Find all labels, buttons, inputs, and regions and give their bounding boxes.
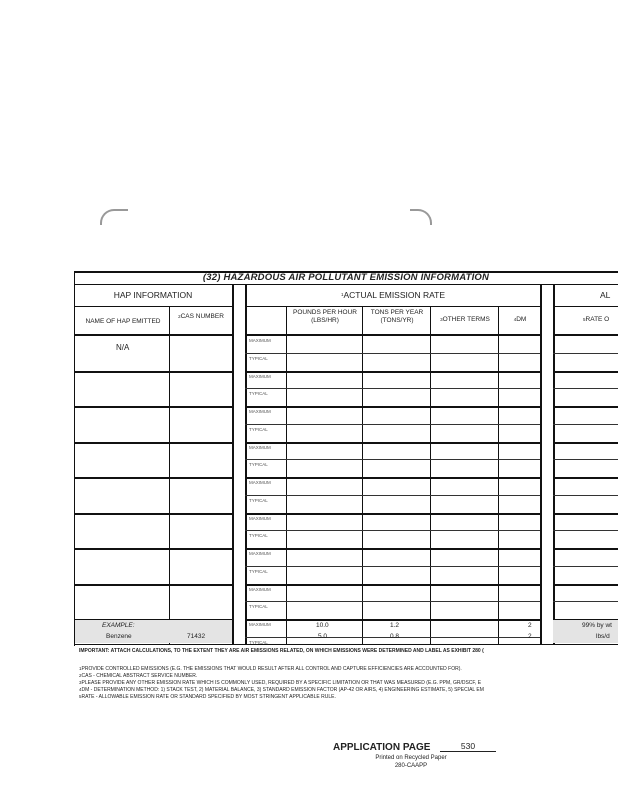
row-separator (74, 548, 232, 550)
row-label-maximum: MAXIMUM (249, 586, 271, 592)
note-4: 4DM - DETERMINATION METHOD: 1) STACK TEST, 2) MATERIAL BALANCE, 3) STANDARD EMISSION FACTOR (AP-42 OR AIRS, 4) ENGINEERING ESTIMATE, 5) SPECIAL EM (79, 687, 484, 693)
row-separator (245, 442, 540, 444)
divider (245, 284, 247, 644)
row-label-maximum: MAXIMUM (249, 444, 271, 450)
first-entry: N/A (116, 343, 130, 352)
example-max-dm: 2 (528, 622, 532, 629)
row-label-typical: TYPICAL (249, 355, 268, 361)
rule (74, 334, 232, 336)
row-label-typical: TYPICAL (249, 426, 268, 432)
page-number: 530 (440, 741, 496, 752)
divider (232, 284, 234, 644)
note-1: 1PROVIDE CONTROLLED EMISSIONS (E.G. THE EMISSIONS THAT WOULD RESULT AFTER ALL CONTROL AND CAPTURE EFFICIENCIES ARE ACCOUNTED FOR). (79, 666, 462, 672)
divider (286, 306, 287, 644)
form-title: (32) HAZARDOUS AIR POLLUTANT EMISSION INFORMATION (74, 271, 618, 285)
row-separator (553, 442, 618, 444)
col-other-terms: $^3$OTHER TERMS (440, 316, 490, 323)
example-typ-lbs-hr: 5.0 (318, 633, 328, 640)
row-separator (553, 477, 618, 479)
row-separator (245, 584, 540, 586)
row-label-typical: TYPICAL (249, 391, 268, 397)
row-separator (245, 406, 540, 408)
row-separator (74, 371, 232, 373)
row-midline (245, 601, 540, 602)
row-midline (245, 353, 540, 354)
divider (540, 284, 542, 644)
note-important: IMPORTANT: ATTACH CALCULATIONS, TO THE EXTENT THEY ARE AIR EMISSIONS RELATED, ON WHICH EMISSIONS WERE DETERMINED AND LABEL AS EXHIBIT 280 ( (79, 648, 484, 654)
rule (553, 334, 618, 336)
row-midline (553, 353, 618, 354)
rule (245, 306, 540, 307)
row-label-typical: TYPICAL (249, 639, 268, 645)
row-label-typical: TYPICAL (249, 462, 268, 468)
note-3: 3PLEASE PROVIDE ANY OTHER EMISSION RATE WHICH IS COMMONLY USED, REQUIRED BY A SPECIFIC LIMITATION OR THAT WAS MEASURED (E.G. PPM, GR/DSCF, E (79, 680, 482, 686)
row-label-maximum: MAXIMUM (249, 515, 271, 521)
row-midline (245, 566, 540, 567)
row-midline (245, 495, 540, 496)
row-midline (553, 388, 618, 389)
col-name-of-hap: NAME OF HAP EMITTED (85, 318, 161, 325)
printed-note: Printed on Recycled Paper (375, 755, 447, 761)
punch-hole-mark (100, 209, 128, 225)
divider (430, 306, 431, 644)
application-page-label: APPLICATION PAGE (333, 742, 431, 753)
rule (74, 644, 618, 645)
example-max-tons-yr: 1.2 (390, 622, 400, 629)
example-typ-tons-yr: 0.8 (390, 633, 400, 640)
row-separator (553, 513, 618, 515)
col-rate: $^5$RATE O (583, 316, 610, 323)
example-shade (75, 620, 232, 643)
row-label-maximum: MAXIMUM (249, 338, 271, 343)
row-separator (74, 442, 232, 444)
example-name: Benzene (106, 633, 132, 640)
row-label-maximum: MAXIMUM (249, 373, 271, 379)
row-midline (553, 566, 618, 567)
row-separator (74, 406, 232, 408)
row-midline (553, 530, 618, 531)
row-separator (245, 371, 540, 373)
section-hap-information: HAP INFORMATION (113, 290, 193, 300)
row-separator (245, 548, 540, 550)
note-5: 5RATE - ALLOWABLE EMISSION RATE OR STANDARD SPECIFIED BY MOST STRINGENT APPLICABLE RULE. (79, 694, 336, 700)
divider (362, 306, 363, 644)
rule (245, 334, 540, 336)
row-separator (74, 477, 232, 479)
row-midline (553, 601, 618, 602)
row-separator (245, 513, 540, 515)
row-label-maximum: MAXIMUM (249, 480, 271, 485)
row-separator (245, 477, 540, 479)
divider (553, 284, 555, 644)
example-cas: 71432 (187, 633, 206, 640)
example-typ-rate: lbs/d (596, 633, 610, 640)
row-label-typical: TYPICAL (249, 533, 268, 539)
row-separator (553, 371, 618, 373)
divider (498, 306, 499, 644)
row-label-maximum: MAXIMUM (249, 622, 271, 627)
row-label-typical: TYPICAL (249, 604, 268, 610)
rule (74, 306, 232, 307)
row-separator (553, 548, 618, 550)
col-dm: $^4$DM (513, 316, 527, 323)
row-midline (553, 424, 618, 425)
example-typ-dm: 2 (528, 633, 532, 640)
row-midline (245, 388, 540, 389)
row-separator (553, 406, 618, 408)
row-separator (74, 584, 232, 586)
row-midline (245, 424, 540, 425)
row-label-maximum: MAXIMUM (249, 551, 271, 556)
row-separator (74, 513, 232, 515)
punch-hole-mark (410, 209, 432, 225)
example-max-rate: 99% by wt (582, 622, 612, 629)
row-separator (245, 619, 540, 621)
row-label-maximum: MAXIMUM (249, 409, 271, 414)
rule (553, 306, 618, 307)
col-cas-number: $^2$CAS NUMBER (178, 313, 224, 320)
section-allowable: AL (600, 290, 611, 300)
row-midline (245, 530, 540, 531)
col-tons-per-year: TONS PER YEAR (TONS/YR) (370, 309, 424, 324)
row-label-typical: TYPICAL (249, 568, 268, 574)
note-2: 2CAS - CHEMICAL ABSTRACT SERVICE NUMBER. (79, 673, 198, 679)
row-midline (553, 459, 618, 460)
col-pounds-per-hour: POUNDS PER HOUR (LBS/HR) (293, 309, 357, 324)
section-actual-emission-rate: $^1$ACTUAL EMISSION RATE (340, 290, 446, 300)
divider (169, 306, 170, 644)
form-code: 280-CAAPP (394, 763, 428, 769)
row-midline (245, 459, 540, 460)
example-label: EXAMPLE: (102, 622, 135, 629)
row-midline (553, 495, 618, 496)
row-separator (553, 584, 618, 586)
row-label-typical: TYPICAL (249, 497, 268, 503)
example-max-lbs-hr: 10.0 (316, 622, 329, 629)
